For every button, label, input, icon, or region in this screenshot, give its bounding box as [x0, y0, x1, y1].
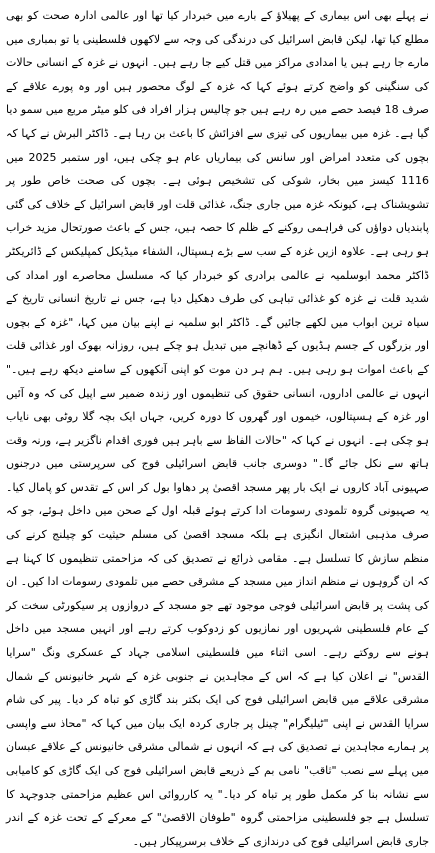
- article-column: [6, 4, 429, 853]
- article-body-text: نے پہلے بھی اس بیماری کے پھیلاؤ کے بارے میں خبردار کیا تھا اور عالمی ادارہ صحت کو بھی مطلع کیا تھا، لیکن قابض اسرائیل کی درندگی کی وجہ سے لاکھوں فلسطینی یا تو بمباری میں مارے جا رہے ہیں یا امدادی مراکز میں قتل کیے جا رہے ہیں۔ انہوں نے غزہ کے انسانی حالات کی سنگینی کو واضح کرتے ہوئے کہا کہ غزہ کے لوگ محصور ہیں اور وہ پورے علاقے کے صرف 18 فیصد حصے میں رہ رہے ہیں جو چالیس ہزار افراد فی کلو میٹر مربع میں سمو دیا گیا ہے۔ غزہ میں بیماریوں کی تیزی سے افزائش کا باعث بن رہا ہے۔ ڈاکٹر البرش نے کہا کہ بچوں کی متعدد امراض اور سانس کی بیماریاں عام ہو چکی ہیں، اور ستمبر 2025 میں 1116 کیسز میں بخار، شوکی کی تشخیص ہوئی ہے۔ بچوں کی صحت خاص طور پر تشویشناک ہے، کیونکہ غزہ میں جاری جنگ، غذائی قلت اور قابض اسرائیل کے خلاف کی گئی پابندیاں دواؤں کی فراہمی روکنے کے ظلم کا حصہ ہیں، جس کے باعث صورتحال مزید خراب ہو رہی ہے۔ علاوہ ازیں غزہ کے سب سے بڑے ہسپتال، الشفاء میڈیکل کمپلیکس کے ڈائریکٹر ڈاکٹر محمد ابوسلمیہ نے عالمی برادری کو خبردار کیا کہ مسلسل محاصرے اور امداد کی شدید قلت نے غزہ کو غذائی تباہی کی طرف دھکیل دیا ہے، جس نے تاریخ انسانی تاریخ کے سیاہ ترین ابواب میں لکھے جائیں گے۔ ڈاکٹر ابو سلمیہ نے اپنے بیان میں کہا، "غزہ کے بچوں اور بزرگوں کے جسم ہڈیوں کے ڈھانچے میں تبدیل ہو چکے ہیں، روزانہ بھوک اور غذائی قلت کے باعث اموات ہو رہی ہیں۔ ہم ہر دن موت کو اپنی آنکھوں کے سامنے دیکھ رہے ہیں۔" انہوں نے عالمی اداروں، انسانی حقوق کی تنظیموں اور زندہ ضمیر سے اپیل کی کہ وہ آئیں اور غزہ کے ہسپتالوں، خیموں اور گھروں کا دورہ کریں، جہاں ایک بچہ گلا روٹی بھی نایاب ہو چکی ہے۔ انہوں نے کہا کہ "حالات الفاظ سے باہر ہیں فوری اقدام ناگزیر ہے، ورنہ وقت ہاتھ سے نکل جائے گا۔" دوسری جانب قابض اسرائیلی فوج کی سرپرستی میں درجنوں صہیونی آباد کاروں نے ایک بار پھر مسجد اقصیٰ پر دھاوا بول کر اس کے تقدس کو پامال کیا۔ یہ صہیونی گروہ تلمودی رسومات ادا کرتے ہوئے قبلہ اول کے صحن میں داخل ہوئے، جو کہ صرف مذہبی اشتعال انگیزی ہے بلکہ مسجد اقصیٰ کی مسلم حیثیت کو چیلنج کرنے کی منظم سازش کا تسلسل ہے۔ مقامی ذرائع نے تصدیق کی کہ مزاحمتی تنظیموں کا کہنا ہے کہ ان گروہوں نے منظم انداز میں مسجد کے مشرقی حصے میں تلمودی رسومات ادا کیں۔ ان کی پشت پر قابض اسرائیلی فوجی موجود تھے جو مسجد کے دروازوں پر سیکورٹی سخت کر کے عام فلسطینی شہریوں اور نمازیوں کو زدوکوب کرتے رہے اور انہیں مسجد میں داخل ہونے سے روکتے رہے۔ اسی اثناء میں فلسطینی اسلامی جہاد کے عسکری ونگ "سرایا القدس" نے اعلان کیا ہے کہ اس کے مجاہدین نے جنوبی غزہ کے شہر خانیونس کے شمال مشرقی علاقے میں قابض اسرائیلی فوج کی ایک بکتر بند گاڑی کو تباہ کر دیا۔ پیر کی شام سرایا القدس نے اپنی "ٹیلیگرام" چینل پر جاری کردہ ایک بیان میں کہا کہ "محاذ سے واپسی پر ہمارے مجاہدین نے تصدیق کی ہے کہ انہوں نے شمالی مشرقی خانیونس کے علاقے عبسان میں پہلے سے نصب "ثاقب" نامی بم کے ذریعے قابض اسرائیلی فوج کی ایک گاڑی کو کامیابی سے نشانہ بنا کر مکمل طور پر تباہ کر دیا۔" یہ کارروائی اس عظیم مزاحمتی جدوجہد کا تسلسل ہے جو فلسطینی مزاحمتی گروہ "طوفان الاقصیٰ" کے معرکے کے تحت غزہ کے اندر جاری قابض اسرائیلی فوج کی درندازی کے خلاف برسرپیکار ہیں۔: [6, 9, 429, 848]
